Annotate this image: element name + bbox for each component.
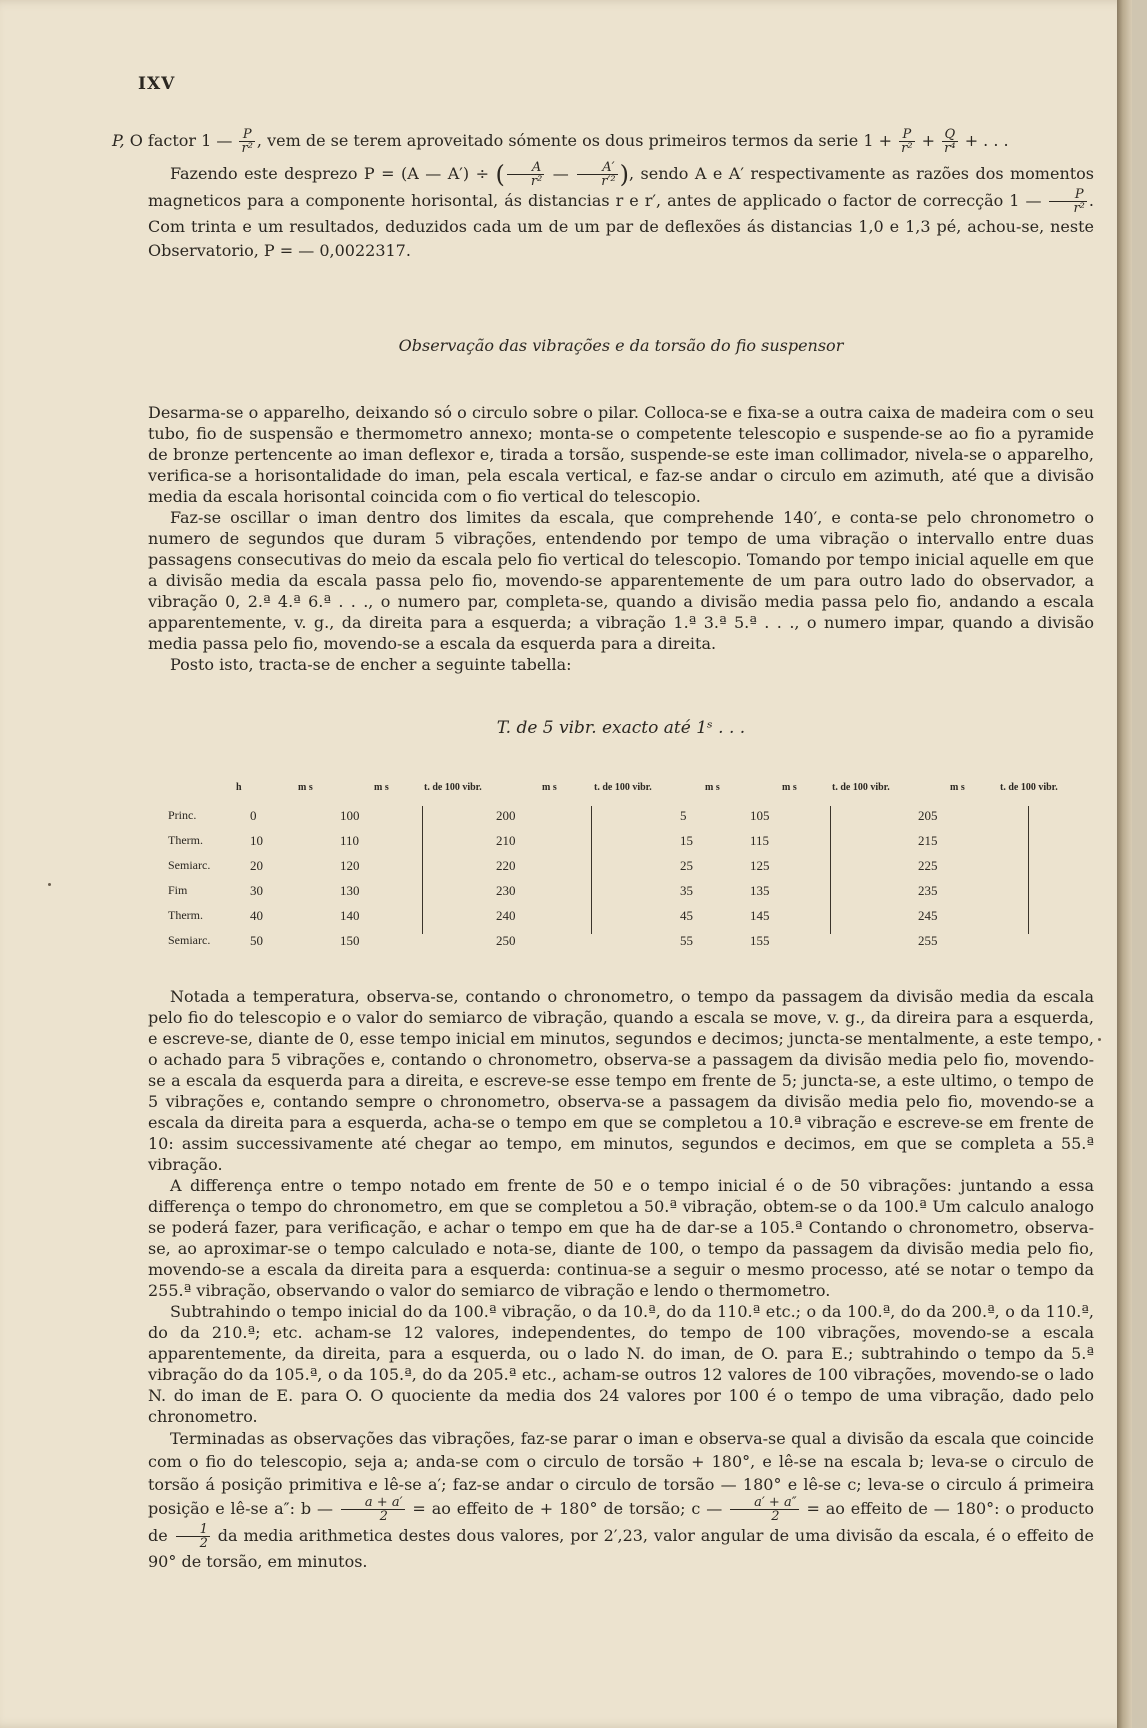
body-block-1 bbox=[148, 402, 1094, 675]
formula-line2-a: Fazendo este desprezo P = (A — A′) ÷ bbox=[170, 164, 490, 183]
table-header: t. de 100 vibr. bbox=[424, 782, 482, 793]
table-header: m s bbox=[950, 782, 965, 793]
serie-plus: + bbox=[921, 131, 936, 150]
table-cell: 105 bbox=[750, 808, 770, 823]
table-header: t. de 100 vibr. bbox=[1000, 782, 1058, 793]
table-cell: 50 bbox=[250, 933, 263, 948]
table-cell: 20 bbox=[250, 858, 263, 873]
corr-frac-den: r² bbox=[1073, 201, 1085, 216]
table-cell: 120 bbox=[340, 858, 360, 873]
table-cell: 155 bbox=[750, 933, 770, 948]
table-cell: 35 bbox=[680, 883, 693, 898]
row-label: Princ. bbox=[168, 808, 197, 822]
torsion-fraction-1 bbox=[341, 1496, 405, 1523]
p-label: P, bbox=[112, 131, 125, 150]
half-frac-den: 2 bbox=[199, 1536, 208, 1551]
formula-line2-c: . Com trinta e um resultados, deduzidos cada um de um par de deflexões ás distancias 1,0 e 1,3 pé, achou-se, neste Observatorio, P = — 0,0022317. bbox=[148, 191, 1094, 260]
torsion-frac1-den: 2 bbox=[379, 1509, 388, 1524]
table-cell: 215 bbox=[918, 833, 938, 848]
table-cell: 130 bbox=[340, 883, 360, 898]
page-edge bbox=[1117, 0, 1132, 1728]
table-cell: 5 bbox=[680, 808, 687, 823]
formula-paragraph: P, O factor 1 — $\frac{P}{\text{r²}}$ , vem de se terem aproveitado sómente os dous primeiros termos da serie 1 + $\frac{P}{\text{r²}}$ + $\frac{Q}{\text{r⁴}}$ + . . . Fazendo este desprezo P = (A — A′) ÷ ( $\frac{A}{\text{r²}}$ — $\frac{A'}{\text{r′²}}$ ), sendo A e A′ respectivamente as razões dos momentos magneticos para a componente horisontal, ás distancias r e r′, antes de applicado o factor de correcção 1 — $\frac{P}{\text{r²}}$ . Com trinta e um resultados, deduzidos cada um de um par de deflexões ás distancias 1,0 e 1,3 pé, achou-se, neste Observatorio, P = — 0,0022317. bbox=[112, 127, 1095, 260]
table-cell: 140 bbox=[340, 908, 360, 923]
torsion-frac2-den: 2 bbox=[771, 1509, 780, 1524]
paragraph-5: A differença entre o tempo notado em frente de 50 e o tempo inicial é o de 50 vibrações: juntando a essa differença o tempo do chronometro, em que se completou a 50.ª vibração, obtem-se o da 100.ª Um calculo analogo se poderá fazer, para verificação, e achar o tempo em que ha de dar-se a 105.ª Contando o chronometro, observa-se, ao aproximar-se o tempo calculado e nota-se, diante de 100, o tempo da passagem da divisão media pelo fio, movendo-se a escala da direita para a esquerda: continua-se a seguir o mesmo processo, até se notar o tempo da 255.ª vibração, observando o valor do semiarco de vibração e lendo o thermometro. bbox=[148, 1176, 1094, 1300]
paragraph-7-b: = ao effeito de + 180° de torsão; c — bbox=[412, 1499, 723, 1518]
table-header: m s bbox=[298, 782, 313, 793]
table-cell: 135 bbox=[750, 883, 770, 898]
table-cell: 45 bbox=[680, 908, 693, 923]
table-cell: 0 bbox=[250, 808, 257, 823]
correction-fraction bbox=[1049, 188, 1086, 215]
vibration-table bbox=[160, 782, 1100, 952]
table-header: m s bbox=[374, 782, 389, 793]
serie-frac2-den: r⁴ bbox=[944, 141, 956, 156]
table-cell: 220 bbox=[496, 858, 516, 873]
table-title: T. de 5 vibr. exacto até 1ˢ . . . bbox=[496, 718, 746, 738]
paren-frac1-den: r² bbox=[530, 174, 543, 189]
torsion-frac1-num: a + a′ bbox=[341, 1496, 405, 1510]
table-cell: 240 bbox=[496, 908, 516, 923]
paragraph-7-c: = ao effeito de — 180°: o producto de bbox=[148, 1499, 1095, 1545]
paragraph-6: Subtrahindo o tempo inicial do da 100.ª vibração, o da 10.ª, do da 110.ª etc.; o da 100.ª, do da 200.ª, o da 110.ª, do da 210.ª; etc. acham-se 12 valores, independentes, do tempo de 100 vibrações, movendo-se a escala apparentemente, da direita, para a esquerda, ou o lado N. do iman, de O. para E.; subtrahindo o tempo da 5.ª vibração do da 105.ª, o da 105.ª, do da 205.ª etc., acham-se outros 12 valores de 100 vibrações, movendo-se o lado N. do iman de E. para O. O quociente da media dos 24 valores por 100 é o tempo de uma vibração, dado pelo chronometro. bbox=[148, 1302, 1094, 1426]
paragraph-7-d: da media arithmetica destes dous valores, por 2′,23, valor angular de uma divisão da escala, é o effeito de 90° de torsão, em minutos. bbox=[148, 1526, 1095, 1571]
row-label: Fim bbox=[168, 883, 188, 897]
paren-frac2-den: r′² bbox=[601, 174, 616, 189]
table-cell: 25 bbox=[680, 858, 693, 873]
body-block-2 bbox=[148, 986, 1094, 1573]
table-header: t. de 100 vibr. bbox=[594, 782, 652, 793]
table-cell: 145 bbox=[750, 908, 770, 923]
table-cell: 205 bbox=[918, 808, 938, 823]
torsion-fraction-2 bbox=[730, 1496, 798, 1523]
table-cell: 115 bbox=[750, 833, 770, 848]
factor-fraction-den: r² bbox=[241, 141, 253, 156]
half-fraction bbox=[176, 1523, 210, 1550]
row-label: Semiarc. bbox=[168, 858, 211, 872]
half-frac-num: 1 bbox=[176, 1523, 210, 1537]
paragraph-7 bbox=[148, 1427, 1094, 1573]
paren-minus: — bbox=[552, 164, 569, 183]
section-heading: Observação das vibrações e da torsão do fio suspensor bbox=[398, 336, 844, 355]
paragraph-4: Notada a temperatura, observa-se, contando o chronometro, o tempo da passagem da divisão media da escala pelo fio do telescopio e o valor do semiarco de vibração, quando a escala se move, v. g., da direira para a esquerda, e escreve-se, diante de 0, esse tempo inicial em minutos, segundos e decimos; juncta-se mentalmente, a este tempo, o achado para 5 vibrações e, contando o chronometro, observa-se a passagem da divisão media pelo fio, movendo-se a escala da esquerda para a direita, e escreve-se esse tempo em frente de 5; juncta-se, a este ultimo, o tempo de 5 vibrações e, contando sempre o chronometro, observa-se a passagem da divisão media pelo fio, movendo-se a escala da direita para a esquerda, acha-se o tempo em que se completou a 10.ª vibração e escreve-se em frente de 10: assim successivamente até chegar ao tempo, em minutos, segundos e decimos, em que se completa a 55.ª vibração. bbox=[148, 987, 1094, 1174]
paper-spot bbox=[1098, 1038, 1101, 1041]
table-header: m s bbox=[705, 782, 720, 793]
column-rule bbox=[591, 806, 592, 934]
table-cell: 250 bbox=[496, 933, 516, 948]
paragraph-2: Faz-se oscillar o iman dentro dos limites da escala, que comprehende 140′, e conta-se pelo chronometro o numero de segundos que duram 5 vibrações, entendendo por tempo de uma vibração o intervallo entre duas passagens consecutivas do meio da escala pelo fio vertical do telescopio. Tomando por tempo inicial aquelle em que a divisão media da escala passa pelo fio, movendo-se apparentemente de um para outro lado do observador, a vibração 0, 2.ª 4.ª 6.ª . . ., o numero par, completa-se, quando a divisão media passa pelo fio, andando a escala apparentemente, v. g., da direita para a esquerda; a vibração 1.ª 3.ª 5.ª . . ., o numero impar, quando a divisão media passa pelo fio, movendo-se a escala da esquerda para a direita. bbox=[148, 508, 1094, 653]
table-header: m s bbox=[542, 782, 557, 793]
table-cell: 40 bbox=[250, 908, 263, 923]
paragraph-7-a: Terminadas as observações das vibrações, faz-se parar o iman e observa-se qual a divisão da escala que coincide com o fio do telescopio, seja a; anda-se com o circulo de torsão + 180°, e lê-se na escala b; leva-se o circulo de torsão á posição primitiva e lê-se a′; faz-se andar o circulo de torsão — 180° e lê-se c; leva-se o circulo á primeira posição e lê-se a″: b — bbox=[148, 1429, 1094, 1518]
formula-line1-a: O factor 1 — bbox=[129, 131, 233, 150]
table-header: h bbox=[236, 782, 242, 793]
table-cell: 210 bbox=[496, 833, 516, 848]
paragraph-1: Desarma-se o apparelho, deixando só o circulo sobre o pilar. Colloca-se e fixa-se a outra caixa de madeira com o seu tubo, fio de suspensão e thermometro annexo; monta-se o competente telescopio e suspende-se ao fio a pyramide de bronze pertencente ao iman deflexor e, tirada a torsão, suspende-se este iman collimador, nivela-se o apparelho, verifica-se a horisontalidade do iman, pela escala vertical, e faz-se andar o circulo em azimuth, até que a divisão media da escala horisontal coincida com o fio vertical do telescopio. bbox=[148, 403, 1094, 506]
factor-fraction-num: P bbox=[239, 128, 254, 142]
table-cell: 200 bbox=[496, 808, 516, 823]
paper-spot bbox=[48, 883, 51, 886]
paren-fraction-2 bbox=[577, 161, 617, 188]
table-cell: 230 bbox=[496, 883, 516, 898]
column-rule bbox=[1028, 806, 1029, 934]
table-cell: 100 bbox=[340, 808, 360, 823]
table-cell: 245 bbox=[918, 908, 938, 923]
factor-fraction bbox=[239, 128, 254, 155]
column-rule bbox=[830, 806, 831, 934]
serie-frac1-den: r² bbox=[901, 141, 913, 156]
table-header: t. de 100 vibr. bbox=[832, 782, 890, 793]
page-number: IXV bbox=[138, 74, 176, 94]
table-cell: 110 bbox=[340, 833, 360, 848]
paragraph-3: Posto isto, tracta-se de encher a seguinte tabella: bbox=[170, 655, 572, 674]
table-cell: 10 bbox=[250, 833, 263, 848]
paren-fraction-1 bbox=[507, 161, 544, 188]
table-cell: 255 bbox=[918, 933, 938, 948]
formula-line2-b: , sendo A e A′ respectivamente as razões dos momentos magneticos para a componente horisontal, ás distancias r e r′, antes de applicado o factor de correcção 1 — bbox=[148, 164, 1095, 210]
column-rule bbox=[422, 806, 423, 934]
corr-frac-num: P bbox=[1049, 188, 1086, 202]
serie-fraction-1 bbox=[899, 128, 914, 155]
table-cell: 15 bbox=[680, 833, 693, 848]
row-label: Semiarc. bbox=[168, 933, 211, 947]
table-cell: 55 bbox=[680, 933, 693, 948]
serie-frac1-num: P bbox=[899, 128, 914, 142]
serie-frac2-num: Q bbox=[942, 128, 957, 142]
table-cell: 150 bbox=[340, 933, 360, 948]
table-cell: 235 bbox=[918, 883, 938, 898]
torsion-frac2-num: a′ + a″ bbox=[730, 1496, 798, 1510]
paren-frac1-num: A bbox=[507, 161, 544, 175]
formula-line1-b: , vem de se terem aproveitado sómente os dous primeiros termos da serie 1 + bbox=[256, 131, 893, 150]
table-cell: 225 bbox=[918, 858, 938, 873]
serie-fraction-2 bbox=[942, 128, 957, 155]
serie-end: + . . . bbox=[964, 131, 1009, 150]
row-label: Therm. bbox=[168, 833, 203, 847]
row-label: Therm. bbox=[168, 908, 203, 922]
table-header: m s bbox=[782, 782, 797, 793]
table-cell: 125 bbox=[750, 858, 770, 873]
paren-frac2-num: A′ bbox=[577, 161, 617, 175]
table-cell: 30 bbox=[250, 883, 263, 898]
